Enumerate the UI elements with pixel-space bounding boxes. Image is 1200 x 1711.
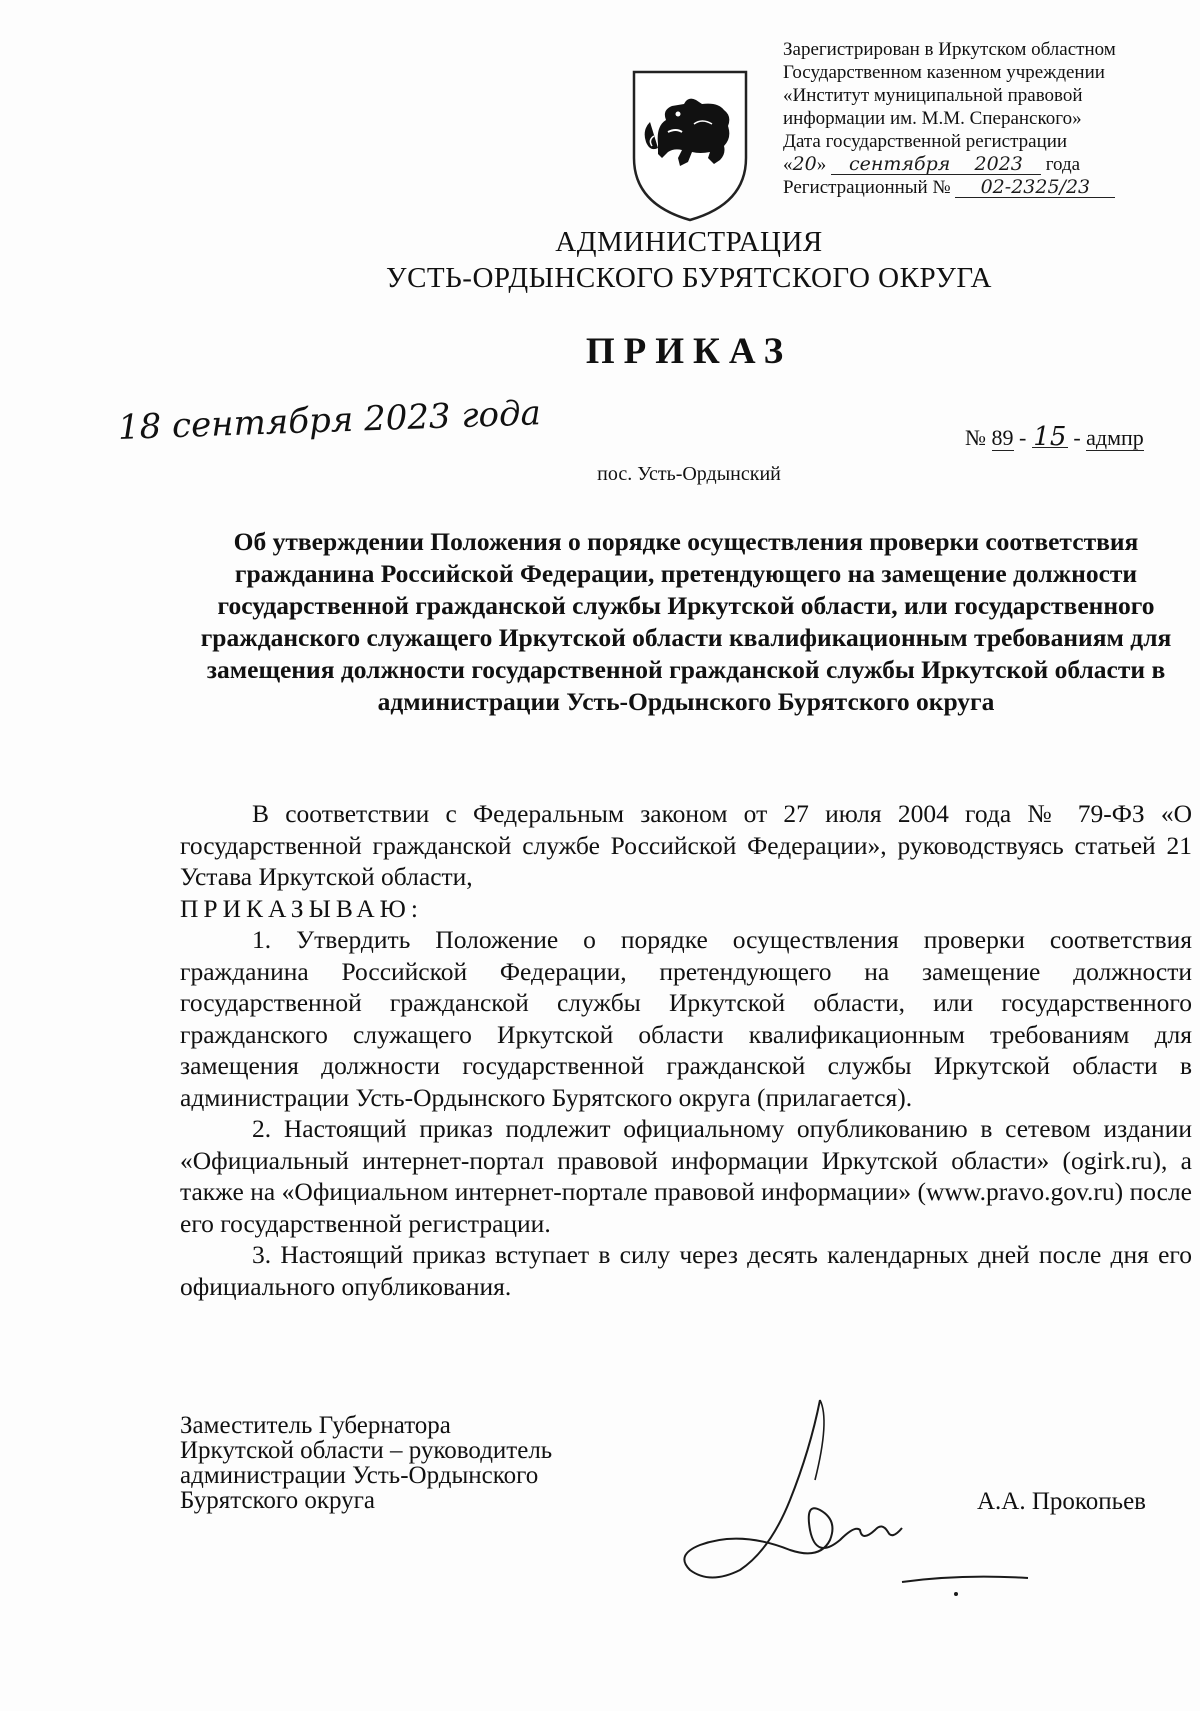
- signatory-position: Заместитель Губернатора Иркутской области – руководитель администрации Усть-Ордынского Бурятского округа: [180, 1412, 553, 1514]
- document-type: ПРИКАЗ: [585, 331, 793, 372]
- order-item-3: 3. Настоящий приказ вступает в силу через десять календарных дней после дня его официального опубликования.: [180, 1240, 1192, 1301]
- registration-number-value: 02-2325/23: [955, 177, 1115, 198]
- registration-date-handwritten: сентября 2023: [831, 154, 1041, 175]
- registration-stamp: [783, 38, 1163, 199]
- registration-date: «20» сентября 2023 года: [783, 153, 1081, 175]
- coat-of-arms-icon: [628, 66, 752, 224]
- signature-underline: [900, 1568, 1030, 1598]
- handwritten-signature: [670, 1390, 970, 1590]
- preamble-paragraph: В соответствии с Федеральным законом от 27 июля 2004 года № 79-ФЗ «О государственной гражданской службе Российской Федерации», руководствуясь статьей 21 Устава Иркутской области,: [180, 799, 1192, 891]
- place-of-issue: пос. Усть-Ордынский: [597, 463, 781, 485]
- order-title: Об утверждении Положения о порядке осуществления проверки соответствия гражданина Российской Федерации, претендующего на замещение должности государственной гражданской службы Иркутской области, или государственного гражданского служащего Иркутской области квалификационным требованиям для замещения должности государственной гражданской службы Иркутской области в администрации Усть-Ордынского Бурятского округа: [200, 527, 1172, 716]
- handwritten-date: 18 сентября 2023 года: [117, 393, 542, 448]
- registration-line: «Институт муниципальной правовой: [783, 85, 1083, 106]
- authority-name-line1: АДМИНИСТРАЦИЯ: [555, 226, 823, 258]
- registration-line: Дата государственной регистрации: [783, 131, 1068, 152]
- registration-number: Регистрационный № 02-2325/23: [783, 176, 1163, 199]
- order-number: № 89 - 15 - адмпр: [965, 422, 1144, 452]
- registration-line: Зарегистрирован в Иркутском областном: [783, 39, 1116, 60]
- order-item-2: 2. Настоящий приказ подлежит официальному опубликованию в сетевом издании «Официальный интернет-портал правовой информации Иркутской области» (ogirk.ru), а также на «Официальном интернет-портале правовой информации» (www.pravo.gov.ru) после его государственной регистрации.: [180, 1114, 1192, 1238]
- registration-line: Государственном казенном учреждении: [783, 62, 1105, 83]
- authority-name-line2: УСТЬ-ОРДЫНСКОГО БУРЯТСКОГО ОКРУГА: [386, 262, 992, 294]
- order-directive: ПРИКАЗЫВАЮ:: [180, 893, 423, 923]
- registration-line: информации им. М.М. Сперанского»: [783, 108, 1082, 129]
- order-number-handwritten: 15: [1033, 422, 1067, 452]
- registration-date-day: 20: [792, 153, 817, 175]
- order-item-1: 1. Утвердить Положение о порядке осуществления проверки соответствия гражданина Российской Федерации, претендующего на замещение должности государственной гражданской службы Иркутской области, или государственного гражданского служащего Иркутской области квалификационным требованиям для замещения должности государственной гражданской службы Иркутской области в администрации Усть-Ордынского Бурятского округа (прилагается).: [180, 925, 1192, 1112]
- order-body: [180, 798, 1192, 1302]
- signer-name: А.А. Прокопьев: [977, 1488, 1146, 1515]
